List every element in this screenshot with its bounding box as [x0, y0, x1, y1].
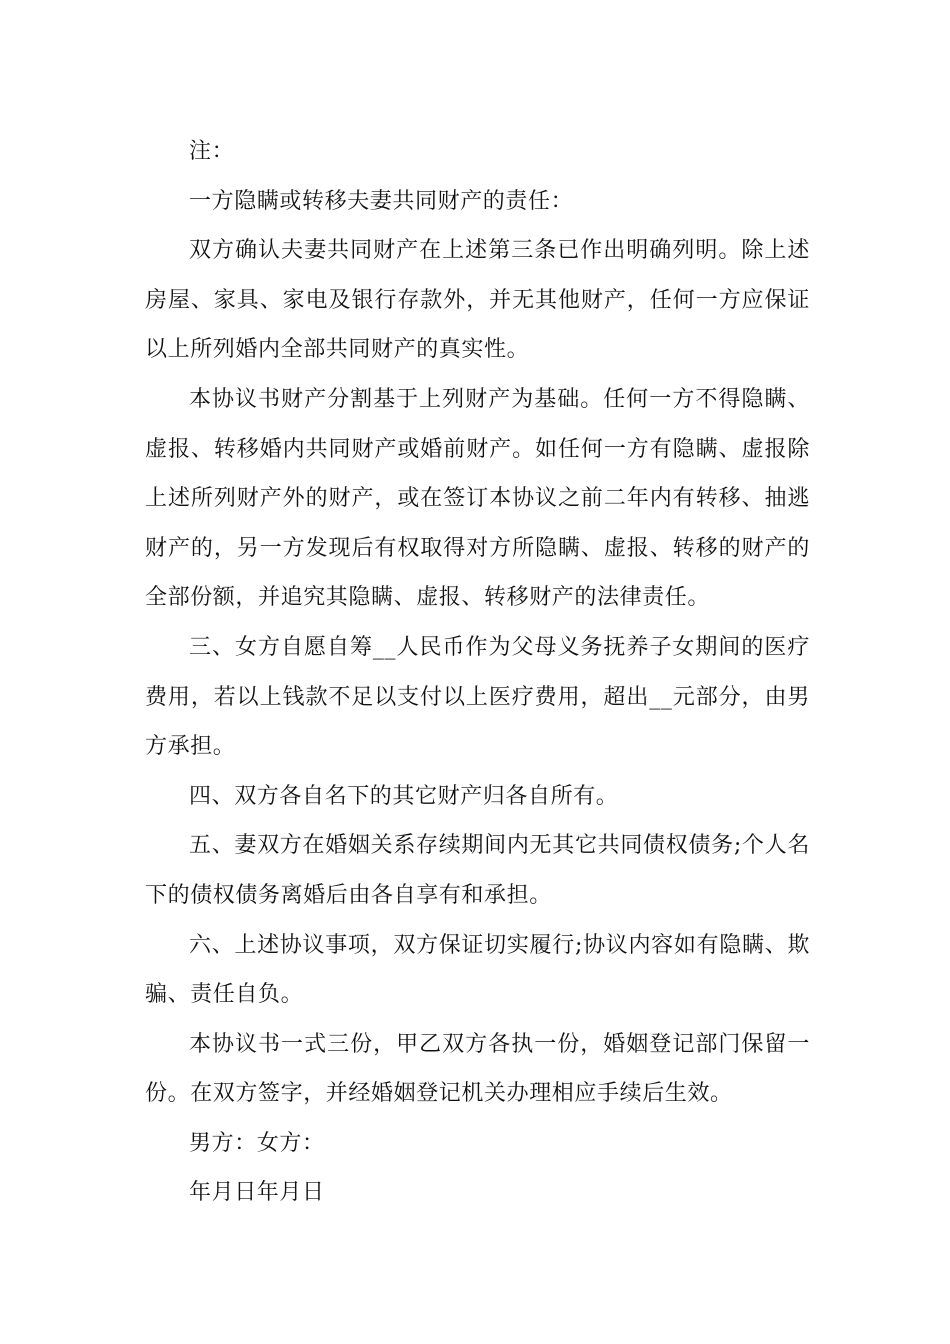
date-line: 年月日年月日 [189, 1180, 325, 1206]
clause-six-performance: 六、上述协议事项，双方保证切实履行;协议内容如有隐瞒、欺骗、责任自负。 [145, 932, 810, 1008]
copies-and-effect-paragraph: 本协议书一式三份，甲乙双方各执一份，婚姻登记部门保留一份。在双方签字，并经婚姻登记机关办理相应手续后生效。 [145, 1031, 810, 1107]
clause-four-other-property: 四、双方各自名下的其它财产归各自所有。 [189, 783, 619, 809]
property-confirmation-paragraph: 双方确认夫妻共同财产在上述第三条已作出明确列明。除上述房屋、家具、家电及银行存款外，并无其他财产，任何一方应保证以上所列婚内全部共同财产的真实性。 [145, 238, 810, 363]
note-heading: 注： [189, 139, 235, 164]
clause-five-debts: 五、妻双方在婚姻关系存续期间内无其它共同债权债务;个人名下的债权债务离婚后由各自享有和承担。 [145, 833, 810, 908]
concealment-heading: 一方隐瞒或转移夫妻共同财产的责任： [189, 188, 574, 214]
property-division-paragraph: 本协议书财产分割基于上列财产为基础。任何一方不得隐瞒、虚报、转移婚内共同财产或婚前财产。如任何一方有隐瞒、虚报除上述所列财产外的财产，或在签订本协议之前二年内有转移、抽逃财产的，另一方发现后有权取得对方所隐瞒、虚报、转移的财产的全部份额，并追究其隐瞒、虚报、转移财产的法律责任。 [145, 386, 810, 611]
clause-three-medical-expenses: 三、女方自愿自筹__人民币作为父母义务抚养子女期间的医疗费用，若以上钱款不足以支付以上医疗费用，超出__元部分，由男方承担。 [145, 634, 810, 760]
document-body [145, 127, 810, 1218]
signature-line: 男方：女方： [189, 1130, 325, 1156]
